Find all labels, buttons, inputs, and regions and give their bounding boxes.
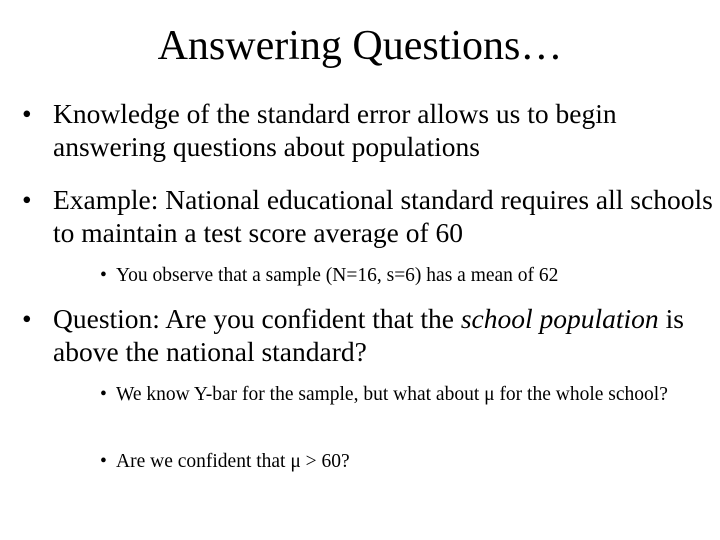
bullet-dot: • — [22, 184, 32, 215]
bullet-dot: • — [22, 98, 32, 129]
sub-bullet-text: We know Y-bar for the sample, but what about μ for the whole school? — [116, 384, 668, 405]
sub-bullet-text: Are we confident that μ > 60? — [116, 451, 350, 472]
sub-bullet-text: You observe that a sample (N=16, s=6) has a mean of 62 — [116, 265, 559, 286]
slide-title: Answering Questions… — [157, 23, 563, 69]
bullet-example — [22, 183, 720, 249]
bullet-text: Example: National educational standard requires all schools to maintain a test score average of 60 — [53, 184, 713, 248]
sub-bullet-ybar — [100, 381, 706, 408]
bullet-question — [22, 302, 720, 368]
sub-bullet-confidence — [100, 448, 706, 475]
sub-bullet-sample-observation — [100, 262, 706, 289]
bullet-text-after: is above the national standard? — [53, 303, 684, 367]
sub-bullet-dot: • — [100, 451, 107, 472]
bullet-text: Knowledge of the standard error allows us to begin answering questions about populations — [53, 98, 617, 162]
bullet-dot: • — [22, 303, 32, 334]
bullet-standard-error — [22, 97, 720, 163]
sub-bullet-dot: • — [100, 265, 107, 286]
sub-bullet-dot: • — [100, 384, 107, 405]
bullet-text-before: Question: Are you confident that the — [53, 303, 461, 334]
bullet-text-italic: school population — [460, 303, 659, 334]
